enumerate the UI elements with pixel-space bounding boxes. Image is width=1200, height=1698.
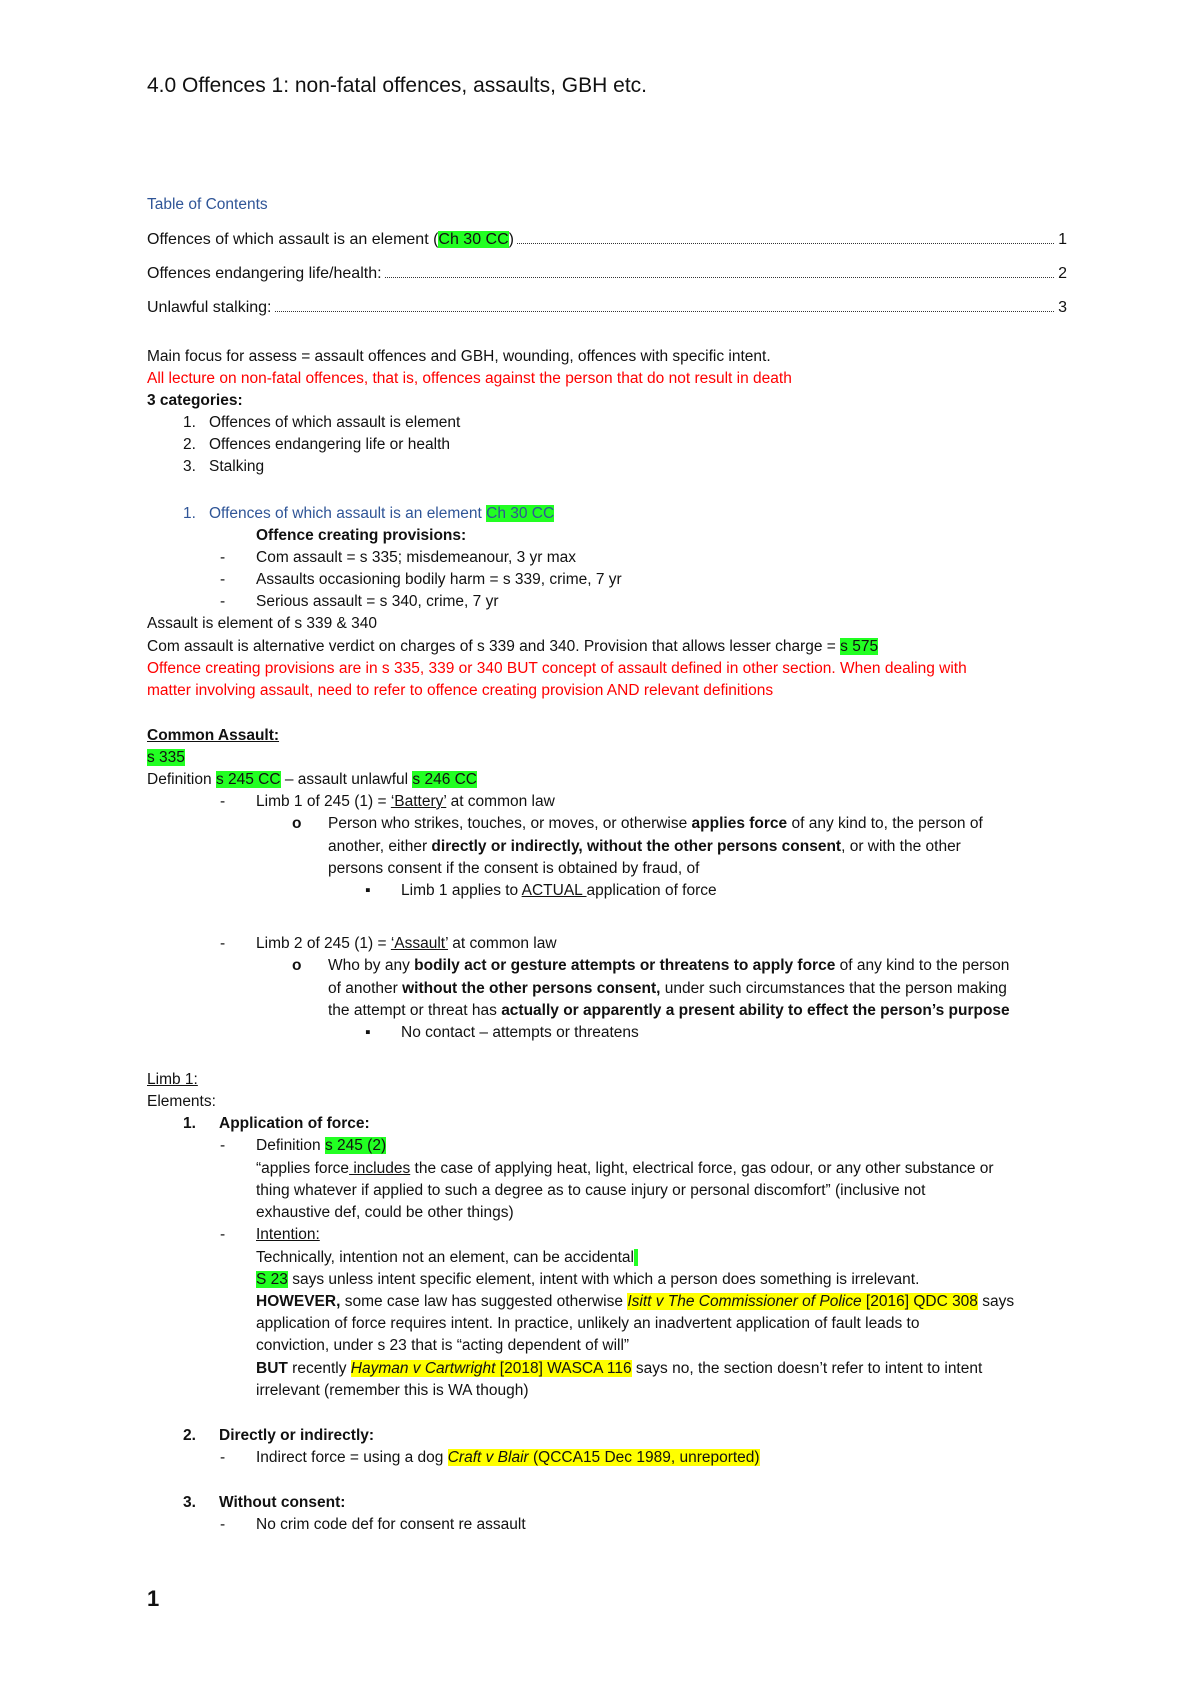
list-item: - Definition s 245 (2) [220, 1137, 387, 1154]
element-note: Assault is element of s 339 & 340 [147, 615, 378, 632]
section-heading: 1. Offences of which assault is an element Ch 30 CC [183, 505, 555, 522]
sub-item-cont: the attempt or threat has actually or apparently a present ability to effect the person’s purpose [328, 1002, 1010, 1019]
red-note: matter involving assault, need to refer to offence creating provision AND relevant definitions [147, 682, 774, 699]
common-assault-heading: Common Assault: [147, 727, 280, 744]
section-ref: s 335 [147, 749, 185, 766]
toc-heading: Table of Contents [147, 196, 268, 213]
red-note: Offence creating provisions are in s 335, 339 or 340 BUT concept of assault defined in other section. When dealing with [147, 660, 967, 677]
sub-item: o Who by any bodily act or gesture attempts or threatens to apply force of any kind to the person [292, 957, 1010, 974]
list-item: - Indirect force = using a dog Craft v Blair (QCCA15 Dec 1989, unreported) [220, 1449, 760, 1466]
element-heading: 3. Without consent: [183, 1494, 346, 1511]
note-line: conviction, under s 23 that is “acting dependent of will” [256, 1337, 630, 1354]
list-item: 3. Stalking [183, 458, 265, 475]
list-item: - Serious assault = s 340, crime, 7 yr [220, 593, 499, 610]
sub-item-cont: another, either directly or indirectly, without the other persons consent, or with the other [328, 838, 961, 855]
note-line: Technically, intention not an element, can be accidental [256, 1247, 638, 1269]
list-item: - No crim code def for consent re assault [220, 1516, 526, 1533]
toc-entry-label: Unlawful stalking: [147, 299, 272, 316]
toc-page-number: 3 [1058, 299, 1067, 316]
sub-sub-item: ▪ No contact – attempts or threatens [365, 1024, 639, 1041]
toc-leader [275, 310, 1055, 312]
note-line: irrelevant (remember this is WA though) [256, 1382, 529, 1399]
sub-item: o Person who strikes, touches, or moves, or otherwise applies force of any kind to, the person of [292, 815, 983, 832]
toc-entry[interactable] [147, 231, 1067, 249]
categories-label: 3 categories: [147, 392, 243, 409]
quote-line: thing whatever if applied to such a degree as to cause injury or personal discomfort” (inclusive not [256, 1182, 926, 1199]
toc-entry-label: Offences endangering life/health: [147, 265, 382, 282]
toc-page-number: 1 [1058, 231, 1067, 248]
quote-line: exhaustive def, could be other things) [256, 1204, 514, 1221]
sub-sub-item: ▪ Limb 1 applies to ACTUAL application of force [365, 882, 717, 899]
note-line: BUT recently Hayman v Cartwright [2018] WASCA 116 says no, the section doesn’t refer to intent to intent [256, 1360, 983, 1377]
lecture-note: All lecture on non-fatal offences, that is, offences against the person that do not result in death [147, 370, 792, 387]
note-line: application of force requires intent. In practice, unlikely an inadvertent application of fault leads to [256, 1315, 920, 1332]
list-item: 1. Offences of which assault is element [183, 414, 461, 431]
toc-leader [517, 242, 1054, 244]
focus-text: Main focus for assess = assault offences and GBH, wounding, offences with specific intent. [147, 348, 771, 365]
element-heading: 2. Directly or indirectly: [183, 1427, 375, 1444]
offence-provisions-label: Offence creating provisions: [256, 527, 467, 544]
limb-item: - Limb 1 of 245 (1) = ‘Battery’ at common law [220, 793, 555, 810]
quote-line: “applies force includes the case of applying heat, light, electrical force, gas odour, or any other substance or [256, 1160, 994, 1177]
toc-entry-label: Offences of which assault is an element (Ch 30 CC) [147, 231, 514, 248]
list-item: 2. Offences endangering life or health [183, 436, 450, 453]
limb1-heading: Limb 1: [147, 1071, 198, 1088]
alt-verdict-note: Com assault is alternative verdict on charges of s 339 and 340. Provision that allows lesser charge = s 575 [147, 638, 879, 655]
list-item: - Intention: [220, 1226, 320, 1243]
sub-item-cont: persons consent if the consent is obtained by fraud, of [328, 860, 700, 877]
page-title: 4.0 Offences 1: non-fatal offences, assaults, GBH etc. [147, 74, 648, 97]
note-line: S 23 says unless intent specific element, intent with which a person does something is irrelevant. [256, 1271, 920, 1288]
definition-line: Definition s 245 CC – assault unlawful s 246 CC [147, 771, 478, 788]
limb-item: - Limb 2 of 245 (1) = ‘Assault’ at common law [220, 935, 557, 952]
elements-label: Elements: [147, 1093, 216, 1110]
toc-leader [385, 276, 1054, 278]
element-heading: 1. Application of force: [183, 1115, 370, 1132]
page-number: 1 [147, 1586, 160, 1611]
toc-page-number: 2 [1058, 265, 1067, 282]
list-item: - Assaults occasioning bodily harm = s 339, crime, 7 yr [220, 571, 622, 588]
note-line: HOWEVER, some case law has suggested otherwise Isitt v The Commissioner of Police [2016] QDC 308 says [256, 1293, 1015, 1310]
toc-entry[interactable] [147, 265, 1067, 283]
toc-entry[interactable] [147, 299, 1067, 317]
list-item: - Com assault = s 335; misdemeanour, 3 yr max [220, 549, 577, 566]
sub-item-cont: of another without the other persons consent, under such circumstances that the person making [328, 980, 1007, 997]
